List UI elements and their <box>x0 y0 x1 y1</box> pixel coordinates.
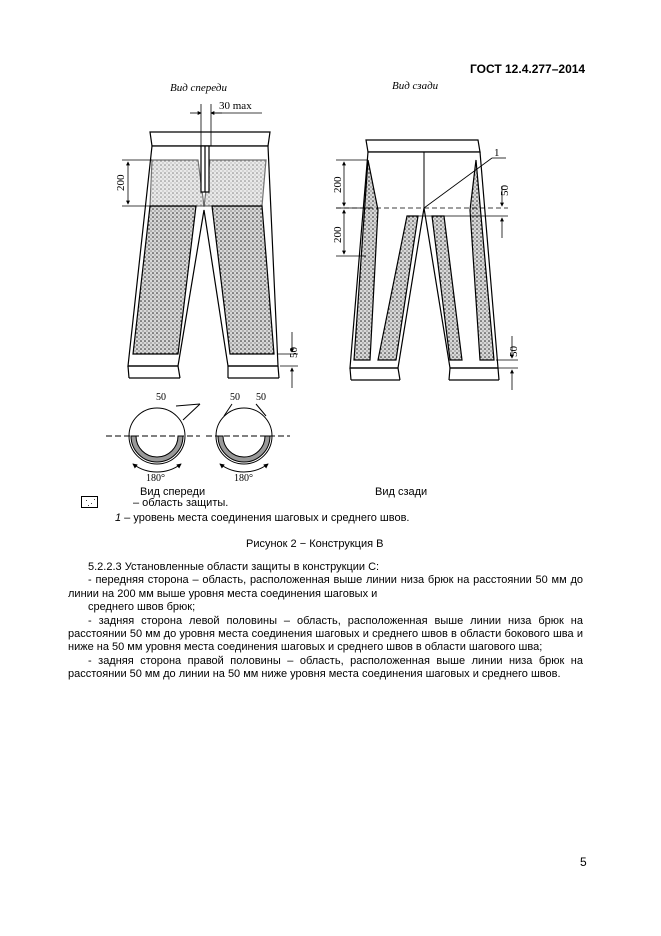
standard-header: ГОСТ 12.4.277–2014 <box>470 62 586 76</box>
back-trousers <box>336 140 518 390</box>
legend-protection-text: – область защиты. <box>133 497 229 509</box>
legend-item-1-text: – уровень места соединения шаговых и среднего швов. <box>121 512 410 524</box>
legend-item-1 <box>115 512 410 524</box>
page-number: 5 <box>580 855 587 869</box>
paragraph-front: - передняя сторона – область, расположенная выше линии низа брюк на расстоянии 50 мм до линии на 200 мм выше уровня места соединения шаговых и <box>68 574 583 600</box>
section-text <box>68 561 583 682</box>
paragraph-front-cont: среднего швов брюк; <box>88 601 196 614</box>
front-trousers <box>122 104 298 388</box>
dim-30max: 30 max <box>219 100 252 112</box>
dim-50-section-right-b: 50 <box>256 392 266 403</box>
leg-section-left <box>106 404 200 472</box>
dim-200-back-lower: 200 <box>332 226 344 243</box>
dim-50-back-hem: 50 <box>508 346 520 357</box>
dim-50-front: 50 <box>288 347 300 358</box>
protection-area-swatch <box>81 496 98 508</box>
paragraph-back-left: - задняя сторона левой половины – область, расположенная выше линии низа брюк на расстоянии 50 мм до уровня места соединения шаговых и среднего швов в области бокового шва и ниже на 50 мм уровня места соединения шаговых и среднего швов в области шагового шва; <box>68 614 583 654</box>
front-view-title: Вид спереди <box>170 82 227 94</box>
legend-item-1-number: 1 <box>115 512 122 524</box>
dim-200-front: 200 <box>115 174 127 191</box>
callout-1: 1 <box>494 147 500 159</box>
dim-200-back-upper: 200 <box>332 176 344 193</box>
figure-caption: Рисунок 2 − Конструкция В <box>246 538 384 550</box>
dim-50-section-right-a: 50 <box>230 392 240 403</box>
paragraph-back-right: - задняя сторона правой половины – область, расположенная выше линии низа брюк на расстоянии 50 мм до линии на 50 мм ниже уровня места соединения шаговых и среднего швов. <box>68 654 583 681</box>
back-view-title: Вид сзади <box>392 80 439 92</box>
dim-180-left: 180° <box>146 473 165 484</box>
legend-back-label: Вид сзади <box>375 486 428 498</box>
leg-section-right <box>206 404 290 472</box>
dim-50-section-left: 50 <box>156 392 166 403</box>
dim-180-right: 180° <box>234 473 253 484</box>
dim-50-back-level: 50 <box>499 185 511 196</box>
legend-front-label: Вид спереди <box>140 486 206 498</box>
paragraph-heading: 5.2.2.3 Установленные области защиты в конструкции С: <box>88 561 380 573</box>
